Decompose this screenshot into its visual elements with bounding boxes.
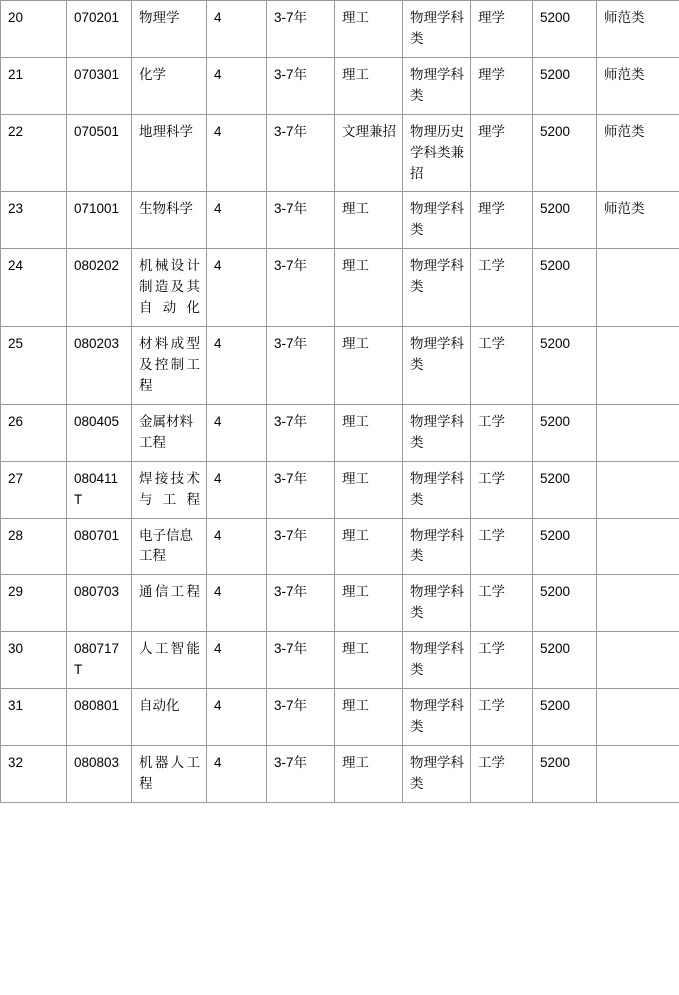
table-row <box>1 114 679 192</box>
cell-major-name: 机械设计制造及其自动化 <box>132 249 207 327</box>
cell-subject: 理工 <box>335 57 403 114</box>
cell-years: 4 <box>207 192 267 249</box>
cell-category: 物理学科类 <box>403 632 471 689</box>
cell-duration: 3-7年 <box>267 575 335 632</box>
cell-index: 24 <box>1 249 67 327</box>
cell-duration: 3-7年 <box>267 404 335 461</box>
cell-index: 21 <box>1 57 67 114</box>
cell-duration: 3-7年 <box>267 632 335 689</box>
cell-subject: 理工 <box>335 745 403 802</box>
cell-code: 080717T <box>67 632 132 689</box>
cell-major-name: 电子信息工程 <box>132 518 207 575</box>
cell-subject: 理工 <box>335 461 403 518</box>
cell-years: 4 <box>207 327 267 405</box>
cell-subject: 理工 <box>335 632 403 689</box>
cell-category: 物理学科类 <box>403 575 471 632</box>
cell-category: 物理学科类 <box>403 745 471 802</box>
cell-subject: 理工 <box>335 192 403 249</box>
cell-duration: 3-7年 <box>267 461 335 518</box>
table-row <box>1 518 679 575</box>
cell-degree: 工学 <box>471 575 533 632</box>
table-row <box>1 57 679 114</box>
cell-duration: 3-7年 <box>267 57 335 114</box>
cell-major-name: 化学 <box>132 57 207 114</box>
cell-note <box>597 689 679 746</box>
cell-years: 4 <box>207 1 267 58</box>
table-row <box>1 249 679 327</box>
cell-major-name: 通信工程 <box>132 575 207 632</box>
cell-code: 070501 <box>67 114 132 192</box>
cell-subject: 理工 <box>335 327 403 405</box>
cell-code: 070301 <box>67 57 132 114</box>
table-row <box>1 575 679 632</box>
cell-degree: 理学 <box>471 57 533 114</box>
cell-fee: 5200 <box>533 114 597 192</box>
cell-index: 28 <box>1 518 67 575</box>
cell-subject: 理工 <box>335 249 403 327</box>
cell-years: 4 <box>207 114 267 192</box>
cell-years: 4 <box>207 689 267 746</box>
cell-fee: 5200 <box>533 192 597 249</box>
cell-category: 物理学科类 <box>403 404 471 461</box>
cell-index: 30 <box>1 632 67 689</box>
cell-major-name: 人工智能 <box>132 632 207 689</box>
cell-note: 师范类 <box>597 192 679 249</box>
cell-fee: 5200 <box>533 1 597 58</box>
cell-note <box>597 461 679 518</box>
cell-index: 31 <box>1 689 67 746</box>
cell-duration: 3-7年 <box>267 1 335 58</box>
cell-years: 4 <box>207 404 267 461</box>
cell-category: 物理学科类 <box>403 192 471 249</box>
cell-code: 070201 <box>67 1 132 58</box>
cell-fee: 5200 <box>533 575 597 632</box>
cell-category: 物理学科类 <box>403 518 471 575</box>
cell-duration: 3-7年 <box>267 192 335 249</box>
cell-degree: 理学 <box>471 114 533 192</box>
cell-note <box>597 745 679 802</box>
cell-subject: 理工 <box>335 404 403 461</box>
cell-fee: 5200 <box>533 461 597 518</box>
cell-code: 080202 <box>67 249 132 327</box>
cell-major-name: 物理学 <box>132 1 207 58</box>
major-list-body <box>1 1 679 803</box>
cell-category: 物理学科类 <box>403 249 471 327</box>
cell-code: 071001 <box>67 192 132 249</box>
cell-note <box>597 249 679 327</box>
cell-code: 080203 <box>67 327 132 405</box>
table-row <box>1 192 679 249</box>
cell-degree: 工学 <box>471 461 533 518</box>
cell-major-name: 机器人工程 <box>132 745 207 802</box>
cell-category: 物理学科类 <box>403 57 471 114</box>
cell-index: 29 <box>1 575 67 632</box>
cell-subject: 理工 <box>335 1 403 58</box>
cell-code: 080803 <box>67 745 132 802</box>
cell-fee: 5200 <box>533 249 597 327</box>
cell-major-name: 生物科学 <box>132 192 207 249</box>
cell-duration: 3-7年 <box>267 689 335 746</box>
cell-note <box>597 327 679 405</box>
cell-duration: 3-7年 <box>267 745 335 802</box>
cell-major-name: 材料成型及控制工程 <box>132 327 207 405</box>
cell-years: 4 <box>207 575 267 632</box>
cell-category: 物理学科类 <box>403 327 471 405</box>
table-row <box>1 461 679 518</box>
cell-subject: 文理兼招 <box>335 114 403 192</box>
cell-note <box>597 518 679 575</box>
cell-fee: 5200 <box>533 57 597 114</box>
cell-note <box>597 575 679 632</box>
cell-index: 22 <box>1 114 67 192</box>
cell-code: 080801 <box>67 689 132 746</box>
cell-note: 师范类 <box>597 114 679 192</box>
cell-fee: 5200 <box>533 327 597 405</box>
cell-major-name: 自动化 <box>132 689 207 746</box>
cell-major-name: 焊接技术与工程 <box>132 461 207 518</box>
cell-major-name: 地理科学 <box>132 114 207 192</box>
cell-duration: 3-7年 <box>267 114 335 192</box>
table-row <box>1 689 679 746</box>
cell-note: 师范类 <box>597 1 679 58</box>
cell-years: 4 <box>207 632 267 689</box>
cell-degree: 工学 <box>471 249 533 327</box>
cell-years: 4 <box>207 745 267 802</box>
cell-degree: 工学 <box>471 745 533 802</box>
table-row <box>1 632 679 689</box>
cell-fee: 5200 <box>533 404 597 461</box>
cell-index: 27 <box>1 461 67 518</box>
cell-category: 物理学科类 <box>403 689 471 746</box>
cell-note <box>597 404 679 461</box>
cell-code: 080405 <box>67 404 132 461</box>
cell-fee: 5200 <box>533 518 597 575</box>
cell-degree: 工学 <box>471 327 533 405</box>
cell-degree: 理学 <box>471 1 533 58</box>
cell-category: 物理学科类 <box>403 1 471 58</box>
cell-years: 4 <box>207 461 267 518</box>
cell-category: 物理历史学科类兼招 <box>403 114 471 192</box>
cell-fee: 5200 <box>533 745 597 802</box>
cell-duration: 3-7年 <box>267 249 335 327</box>
cell-degree: 工学 <box>471 404 533 461</box>
cell-duration: 3-7年 <box>267 327 335 405</box>
cell-subject: 理工 <box>335 575 403 632</box>
cell-subject: 理工 <box>335 689 403 746</box>
table-row <box>1 327 679 405</box>
cell-years: 4 <box>207 57 267 114</box>
cell-note: 师范类 <box>597 57 679 114</box>
cell-note <box>597 632 679 689</box>
cell-degree: 工学 <box>471 518 533 575</box>
cell-degree: 工学 <box>471 632 533 689</box>
table-row <box>1 404 679 461</box>
cell-category: 物理学科类 <box>403 461 471 518</box>
cell-index: 26 <box>1 404 67 461</box>
cell-degree: 工学 <box>471 689 533 746</box>
cell-years: 4 <box>207 518 267 575</box>
cell-code: 080701 <box>67 518 132 575</box>
cell-degree: 理学 <box>471 192 533 249</box>
cell-subject: 理工 <box>335 518 403 575</box>
cell-index: 25 <box>1 327 67 405</box>
cell-code: 080411T <box>67 461 132 518</box>
cell-major-name: 金属材料工程 <box>132 404 207 461</box>
table-row <box>1 745 679 802</box>
cell-fee: 5200 <box>533 689 597 746</box>
cell-duration: 3-7年 <box>267 518 335 575</box>
cell-index: 20 <box>1 1 67 58</box>
cell-index: 23 <box>1 192 67 249</box>
table-row <box>1 1 679 58</box>
cell-index: 32 <box>1 745 67 802</box>
cell-code: 080703 <box>67 575 132 632</box>
cell-years: 4 <box>207 249 267 327</box>
cell-fee: 5200 <box>533 632 597 689</box>
